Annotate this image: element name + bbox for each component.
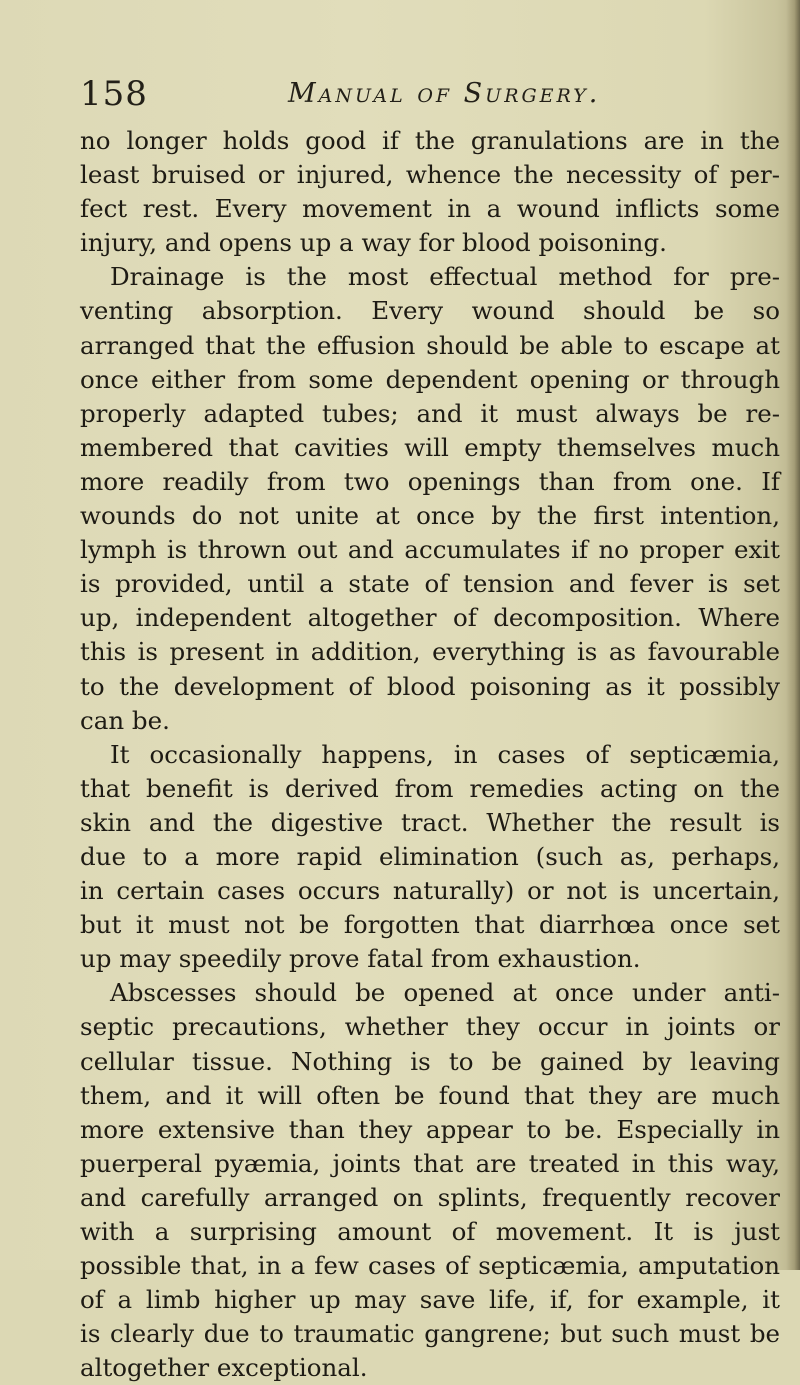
running-title: Manual of Surgery. <box>288 78 601 109</box>
body-text <box>80 124 780 1385</box>
page-number: 158 <box>80 74 148 114</box>
page-edge-shadow <box>786 0 800 1270</box>
text-line: once either from some dependent opening or through <box>80 364 780 394</box>
text-line: altogether exceptional. <box>80 1353 368 1383</box>
text-line: is provided, until a state of tension and fever is set <box>80 569 780 599</box>
text-line: skin and the digestive tract. Whether the result is <box>80 807 780 837</box>
text-line: up may speedily prove fatal from exhaustion. <box>80 944 641 974</box>
text-line: It occasionally happens, in cases of septicæmia, <box>110 739 780 769</box>
text-line: injury, and opens up a way for blood poisoning. <box>80 228 667 258</box>
text-line: but it must not be forgotten that diarrhœa once set <box>80 910 780 940</box>
text-line: cellular tissue. Nothing is to be gained by leaving <box>80 1046 780 1076</box>
text-line: least bruised or injured, whence the necessity of per- <box>80 160 780 190</box>
text-line: them, and it will often be found that they are much <box>80 1080 780 1110</box>
text-line: membered that cavities will empty themselves much <box>80 432 780 462</box>
text-line: and carefully arranged on splints, frequently recover <box>80 1182 780 1212</box>
text-line: venting absorption. Every wound should be so <box>80 296 780 326</box>
text-line: no longer holds good if the granulations are in the <box>80 126 780 155</box>
text-line: in certain cases occurs naturally) or not is uncertain, <box>80 876 780 906</box>
text-line: fect rest. Every movement in a wound inflicts some <box>80 194 780 224</box>
text-line: with a surprising amount of movement. It is just <box>80 1217 780 1246</box>
text-line: puerperal pyæmia, joints that are treated in this way, <box>80 1148 780 1178</box>
text-line: lymph is thrown out and accumulates if no proper exit <box>80 535 780 565</box>
text-line: more readily from two openings than from one. If <box>80 466 780 496</box>
text-line: possible that, in a few cases of septicæmia, amputation <box>80 1251 780 1281</box>
page-header <box>80 72 780 122</box>
text-line: to the development of blood poisoning as it possibly <box>80 671 780 701</box>
text-line: properly adapted tubes; and it must always be re- <box>80 398 780 428</box>
text-line: of a limb higher up may save life, if, for example, it <box>80 1285 780 1315</box>
text-line: arranged that the effusion should be able to escape at <box>80 330 780 360</box>
text-line: up, independent altogether of decomposition. Where <box>80 603 780 633</box>
text-line: can be. <box>80 705 170 735</box>
text-line: wounds do not unite at once by the first intention, <box>80 501 780 531</box>
text-line: septic precautions, whether they occur in joints or <box>80 1012 780 1042</box>
text-line: is clearly due to traumatic gangrene; but such must be <box>80 1319 780 1349</box>
text-line: this is present in addition, everything is as favourable <box>80 637 780 667</box>
text-line: more extensive than they appear to be. Especially in <box>80 1114 780 1144</box>
text-line: due to a more rapid elimination (such as, perhaps, <box>80 841 780 871</box>
text-line: Drainage is the most effectual method for pre- <box>110 262 780 292</box>
text-line: Abscesses should be opened at once under anti- <box>110 978 780 1008</box>
text-line: that benefit is derived from remedies acting on the <box>80 773 780 803</box>
